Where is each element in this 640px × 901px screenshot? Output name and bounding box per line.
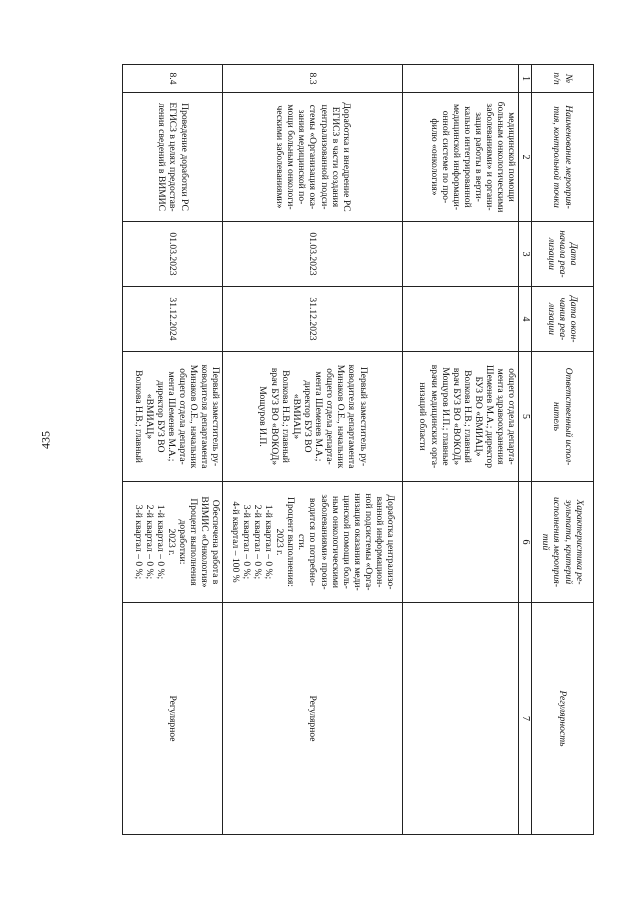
- regularity: [403, 603, 519, 835]
- row-number: 8.4: [123, 65, 223, 93]
- responsible-person: Первый заместитель ру- ководителя департамента Минаков О.Е., начальник общего отдела департа- мента Шеменев М.А.; директор БУЗ ВО «ВМИАЦ» Волкова Н.В.; главный врач БУЗ ВО «ВОКОД» Мощуров И.П.: [223, 352, 403, 482]
- page-number: 435: [38, 431, 53, 449]
- activity-name: медицинской помощи больным онкологическими заболеваниями» и органи- зация работы в верти- кально интегрированной медицинской информаци- онной системе по про- филю «онкология»: [403, 93, 519, 222]
- end-date: 31.12.2023: [223, 287, 403, 352]
- regularity: Регулярное: [223, 603, 403, 835]
- column-number-row: [519, 65, 532, 835]
- column-number: 2: [519, 93, 532, 222]
- activity-name: Доработка и внедрение РС ЕГИСЗ в части создания централизованной подси- стемы «Организация ока- зания медицинской по- мощи больным онкологи- ческими заболеваниями»: [223, 93, 403, 222]
- rotated-page-content: [121, 64, 594, 834]
- column-number: 1: [519, 65, 532, 93]
- activity-name: Проведение доработки РС ЕГИСЗ в целях предостав- ления сведений в ВИМИС: [123, 93, 223, 222]
- end-date: [403, 287, 519, 352]
- column-number: 7: [519, 603, 532, 835]
- responsible-person: Первый заместитель ру- ководителя департамента Минаков О.Е., начальник общего отдела департа- мента Шеменев М.А.; директор БУЗ ВО «ВМИАЦ» Волкова Н.В.; главный: [123, 352, 223, 482]
- table-header-row: [532, 65, 594, 835]
- start-date: 01.03.2023: [223, 222, 403, 287]
- header-regularity: Регулярность: [532, 603, 594, 835]
- header-name: Наименование мероприя- тия, контрольной точки: [532, 93, 594, 222]
- activities-table: [122, 64, 594, 835]
- responsible-person: общего отдела департа- мента здравоохранения Шеменев М.А.; директор БУЗ ВО «ВМИАЦ» Волкова Н.В.; главный врач БУЗ ВО «ВОКОД» Мощуров И.П.; главные врачи медицинских орга- низаций области: [403, 352, 519, 482]
- regularity: Регулярное: [123, 603, 223, 835]
- header-start: Дата начала реа- лизации: [532, 222, 594, 287]
- table-row: [223, 65, 403, 835]
- start-date: 01.03.2023: [123, 222, 223, 287]
- column-number: 5: [519, 352, 532, 482]
- header-end: Дата окон- чания реа- лизации: [532, 287, 594, 352]
- end-date: 31.12.2024: [123, 287, 223, 352]
- header-responsible: Ответственный испол- нитель: [532, 352, 594, 482]
- row-number: [403, 65, 519, 93]
- table-row: [403, 65, 519, 835]
- result-criteria: Доработка централизо- ванной информацион- ной подсистемы «Орга- низация оказания меди- цинской помощи боль- ным онкологическими заболеваниями» произ- водится по потребно- сти. Процент выполнения: 2023 г. 1-й квартал – 0 %; 2-й квартал – 0 %; 3-й квартал – 0 %; 4-й квартал – 100 %: [223, 482, 403, 603]
- start-date: [403, 222, 519, 287]
- table-row: [123, 65, 223, 835]
- column-number: 3: [519, 222, 532, 287]
- result-criteria: Обеспечена работа в ВИМИС «Онкология» Процент выполнения доработки: 2023 г. 1-й квартал – 0 %; 2-й квартал – 0 %; 3-й квартал – 0 %;: [123, 482, 223, 603]
- column-number: 6: [519, 482, 532, 603]
- header-result: Характеристика ре- зультата, критерий исполнения мероприя- тий: [532, 482, 594, 603]
- row-number: 8.3: [223, 65, 403, 93]
- header-num: № п/п: [532, 65, 594, 93]
- result-criteria: [403, 482, 519, 603]
- column-number: 4: [519, 287, 532, 352]
